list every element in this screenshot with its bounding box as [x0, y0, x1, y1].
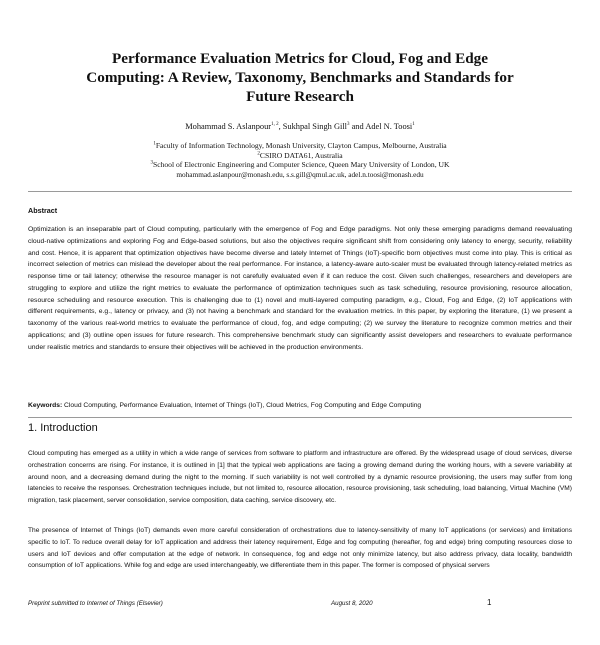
author-name: Mohammad S. Aslanpour	[185, 122, 272, 131]
body-paragraph: The presence of Internet of Things (IoT) demands even more careful consideration of orchestrations due to latency-sensitivity of many IoT applications (or services) and limitations specific to IoT. To reduce overall delay for IoT application and address their latency requirement, Edge and fog computing (hereafter, fog and edge) bring computing resources close to users and IoT devices and offer computation at the edge of network. In consequence, fog and edge not only minimize latency, but also address privacy, data locality, bandwidth consumption of IoT applications. While fog and edge are used interchangeably, we differentiate them in this paper. The former is composed of physical servers	[28, 527, 572, 570]
footer-preprint-note: Preprint submitted to Internet of Things (Elsevier)	[28, 600, 163, 607]
author-affiliation-mark: 3	[346, 122, 350, 128]
affiliation-text: School of Electronic Engineering and Computer Science, Queen Mary University of London, UK	[152, 160, 450, 170]
header-divider	[28, 191, 572, 192]
affiliations	[40, 141, 560, 179]
abstract-heading: Abstract	[28, 206, 58, 215]
affiliation-mark: 3	[150, 160, 153, 166]
affiliation-text: CSIRO DATA61, Australia	[259, 150, 343, 160]
body-paragraph: Cloud computing has emerged as a utility in which a wide range of services from software to platform and infrastructure are offered. By the widespread usage of cloud services, diverse orchestration concerns are rising. For instance, it is outlined in [1] that the typical web applications are facing a growing demand during the working hours, with a severe variability at around noon, and a decreasing demand during the night to the morning. If such variability is not well controlled by a dynamic resource provisioning, the users may suffer from long latencies to receive the responses. Orchestration techniques include, but not limited to, resource allocation, resource provisioning, task scheduling, load balancing, Virtual Machine (VM) migration, task placement, server consolidation, service composition, data caching, service discovery, etc.	[28, 450, 572, 505]
affiliation-line	[40, 141, 560, 151]
author-emails: mohammad.aslanpour@monash.edu, s.s.gill@qmul.ac.uk, adel.n.toosi@monash.edu	[176, 169, 424, 179]
affiliation-mark: 1	[153, 141, 156, 147]
affiliation-mark: 2	[257, 151, 260, 157]
page-number: 1	[487, 598, 492, 607]
author-name: Sukhpal Singh Gill	[282, 122, 347, 131]
author-separator: ,	[278, 122, 283, 131]
author-separator: and	[349, 122, 366, 131]
author-list	[40, 121, 560, 132]
paper-title	[40, 49, 560, 106]
affiliation-line	[40, 160, 560, 170]
keywords-text: Cloud Computing, Performance Evaluation, Internet of Things (IoT), Cloud Metrics, Fog Computing and Edge Computing	[62, 402, 422, 409]
title-line: Computing: A Review, Taxonomy, Benchmarks and Standards for	[86, 69, 514, 86]
affiliation-line	[40, 151, 560, 161]
footer-date: August 8, 2020	[331, 600, 373, 607]
author-affiliation-mark: 1	[412, 122, 415, 128]
title-line: Future Research	[246, 88, 354, 105]
page-footer	[28, 598, 572, 610]
author-name: Adel N. Toosi	[365, 122, 413, 131]
affiliation-text: Faculty of Information Technology, Monash University, Clayton Campus, Melbourne, Australia	[155, 141, 447, 150]
section-heading: 1. Introduction	[28, 422, 98, 434]
abstract-divider	[28, 417, 572, 418]
title-line: Performance Evaluation Metrics for Cloud, Fog and Edge	[112, 50, 488, 67]
author-affiliation-mark: 1, 2	[271, 122, 279, 128]
keywords	[28, 401, 572, 411]
abstract-text: Optimization is an inseparable part of Cloud computing, particularly with the emergence of Fog and Edge paradigms. Not only these emerging paradigms demand reevaluating cloud-native optimizations and exploring Fog and Edge-based solutions, but also the objectives require significant shift from considering only latency to energy, security, reliability and cost. Hence, it is apparent that optimization objectives have become diverse and lately Internet of Things (IoT)-specific born objectives must come into play. This is critical as incorrect selection of metrics can mislead the developer about the real performance. For instance, a latency-aware auto-scaler must be evaluated through latency-related metrics as response time or tail latency; otherwise the resource manager is not carefully evaluated even if it can reduce the cost. Given such challenges, researchers and developers are struggling to explore and utilize the right metrics to evaluate the performance of optimization techniques such as task scheduling, resource provisioning, resource allocation, resource scheduling and resource execution. This is challenging due to (1) novel and multi-layered computing paradigm, e.g., Cloud, Fog and Edge, (2) IoT applications with different requirements, e.g., latency or privacy, and (3) not having a benchmark and standard for the evaluation metrics. In this paper, by exploring the literature, (1) we present a taxonomy of the various real-world metrics to evaluate the performance of cloud, fog, and edge computing; (2) we survey the literature to recognize common metrics and their applications; and (3) outline open issues for future research. This comprehensive benchmark study can significantly assist developers and researchers to evaluate performance under realistic metrics and standards to ensure their objectives will be achieved in the production environments.	[28, 226, 572, 351]
keywords-label: Keywords:	[28, 402, 63, 409]
